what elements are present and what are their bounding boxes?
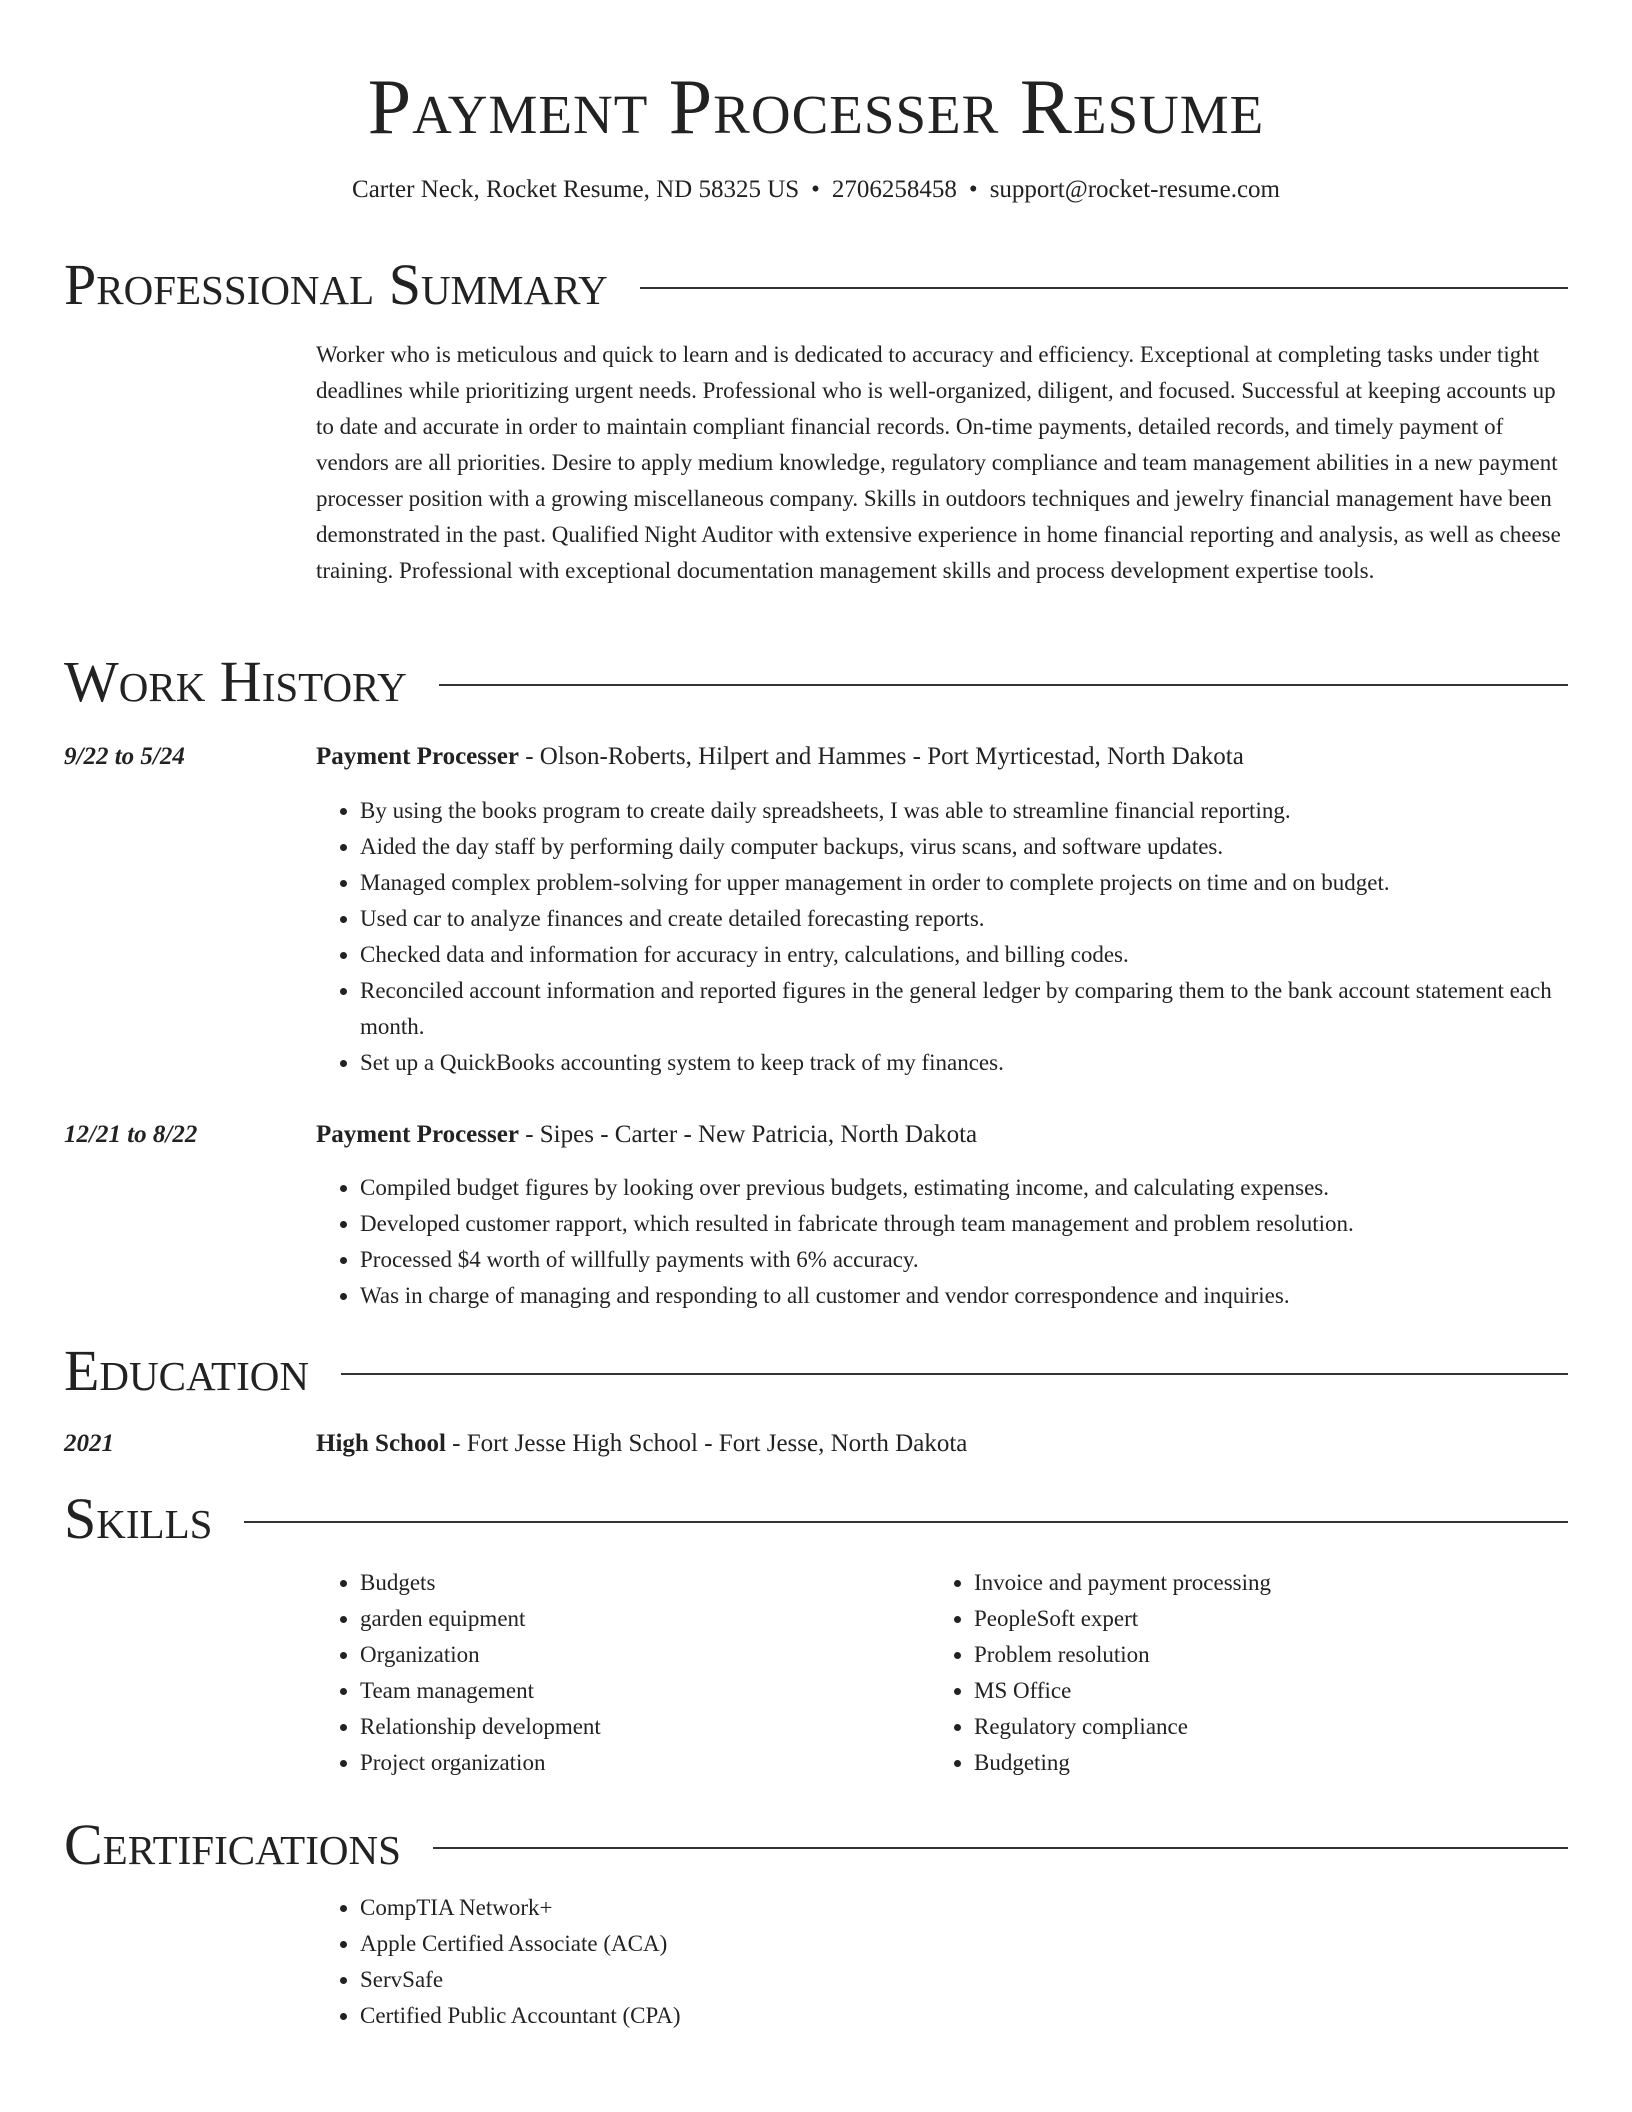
job-role: Payment Processer	[316, 1121, 519, 1148]
job-title-line	[316, 1117, 1572, 1153]
skill-item: • Budgeting	[974, 1745, 1530, 1781]
education-degree: High School	[316, 1430, 446, 1457]
job-bullet: • Aided the day staff by performing daily computer backups, virus scans, and software updates.	[360, 829, 1572, 865]
skill-item: • MS Office	[974, 1673, 1530, 1709]
education-line	[316, 1426, 1572, 1462]
job-bullet: • Managed complex problem-solving for upper management in order to complete projects on time and on budget.	[360, 865, 1572, 901]
certification-item: • Certified Public Accountant (CPA)	[360, 1998, 1572, 2034]
contact-separator: •	[811, 176, 820, 203]
job-role: Payment Processer	[316, 743, 519, 770]
job-bullet: • Was in charge of managing and responding to all customer and vendor correspondence and inquiries.	[360, 1278, 1572, 1314]
skills-heading: Skills	[64, 1486, 213, 1551]
section-divider	[244, 1521, 1568, 1523]
job-bullet: • Used car to analyze finances and create detailed forecasting reports.	[360, 901, 1572, 937]
education-section-header	[64, 1336, 1568, 1406]
resume-title: Payment Processer Resume	[367, 63, 1265, 150]
certifications-heading: Certifications	[64, 1812, 401, 1877]
skill-item: • Budgets	[360, 1565, 916, 1601]
job-bullet: • Reconciled account information and reported figures in the general ledger by comparing them to the bank account statement each month.	[360, 973, 1572, 1045]
certification-item: • CompTIA Network+	[360, 1890, 1572, 1926]
skill-item: • Problem resolution	[974, 1637, 1530, 1673]
job-employer: - Olson-Roberts, Hilpert and Hammes - Port Myrticestad, North Dakota	[518, 743, 1244, 770]
job-bullet: • Checked data and information for accuracy in entry, calculations, and billing codes.	[360, 937, 1572, 973]
skill-item: • Organization	[360, 1637, 916, 1673]
job-bullet: • Set up a QuickBooks accounting system to keep track of my finances.	[360, 1045, 1572, 1081]
summary-section-header	[64, 250, 1568, 320]
section-divider	[341, 1373, 1568, 1375]
contact-line	[0, 172, 1632, 208]
education-school: - Fort Jesse High School - Fort Jesse, North Dakota	[445, 1430, 968, 1457]
contact-phone: 2706258458	[831, 176, 957, 203]
section-divider	[439, 684, 1568, 686]
section-divider	[640, 287, 1568, 289]
job-bullets	[316, 793, 1572, 1081]
skill-item: • Relationship development	[360, 1709, 916, 1745]
certifications-section-header	[64, 1810, 1568, 1880]
contact-email: support@rocket-resume.com	[989, 176, 1280, 203]
skill-item: • Invoice and payment processing	[974, 1565, 1530, 1601]
contact-separator: •	[968, 176, 978, 203]
skill-item: • PeopleSoft expert	[974, 1601, 1530, 1637]
skills-list-right	[930, 1565, 1530, 1781]
skills-list-left	[316, 1565, 916, 1781]
skill-item: • Project organization	[360, 1745, 916, 1781]
education-year: 2021	[64, 1430, 114, 1457]
summary-text: Worker who is meticulous and quick to learn and is dedicated to accuracy and efficiency. Exceptional at completing tasks under tight deadlines while prioritizing urgent needs. Professional who is well-organized, diligent, and focused. Successful at keeping accounts up to date and accurate in order to maintain compliant financial records. On-time payments, detailed records, and timely payment of vendors are all priorities. Desire to apply medium knowledge, regulatory compliance and team management abilities in a new payment processer position with a growing miscellaneous company. Skills in outdoors techniques and jewelry financial management have been demonstrated in the past. Qualified Night Auditor with extensive experience in home financial reporting and analysis, as well as cheese training. Professional with exceptional documentation management skills and process development expertise tools.	[316, 342, 1561, 583]
job-dates: 12/21 to 8/22	[64, 1121, 198, 1148]
section-divider	[433, 1847, 1568, 1849]
job-bullet: • Developed customer rapport, which resulted in fabricate through team management and problem resolution.	[360, 1206, 1572, 1242]
certification-item: • ServSafe	[360, 1962, 1572, 1998]
skill-item: • Team management	[360, 1673, 916, 1709]
job-title-line	[316, 739, 1572, 775]
job-dates: 9/22 to 5/24	[64, 743, 185, 770]
job-bullet: • Processed $4 worth of willfully payments with 6% accuracy.	[360, 1242, 1572, 1278]
job-bullet: • By using the books program to create daily spreadsheets, I was able to streamline financial reporting.	[360, 793, 1572, 829]
summary-heading: Professional Summary	[64, 252, 608, 317]
skill-item: • garden equipment	[360, 1601, 916, 1637]
job-employer: - Sipes - Carter - New Patricia, North Dakota	[518, 1121, 978, 1148]
skills-section-header	[64, 1484, 1568, 1554]
education-heading: Education	[64, 1338, 309, 1403]
work-section-header	[64, 647, 1568, 717]
certification-item: • Apple Certified Associate (ACA)	[360, 1926, 1572, 1962]
work-heading: Work History	[64, 649, 407, 714]
job-bullets	[316, 1170, 1572, 1314]
job-bullet: • Compiled budget figures by looking over previous budgets, estimating income, and calculating expenses.	[360, 1170, 1572, 1206]
certifications-list	[316, 1890, 1572, 2034]
contact-address: Carter Neck, Rocket Resume, ND 58325 US	[352, 176, 800, 203]
skill-item: • Regulatory compliance	[974, 1709, 1530, 1745]
